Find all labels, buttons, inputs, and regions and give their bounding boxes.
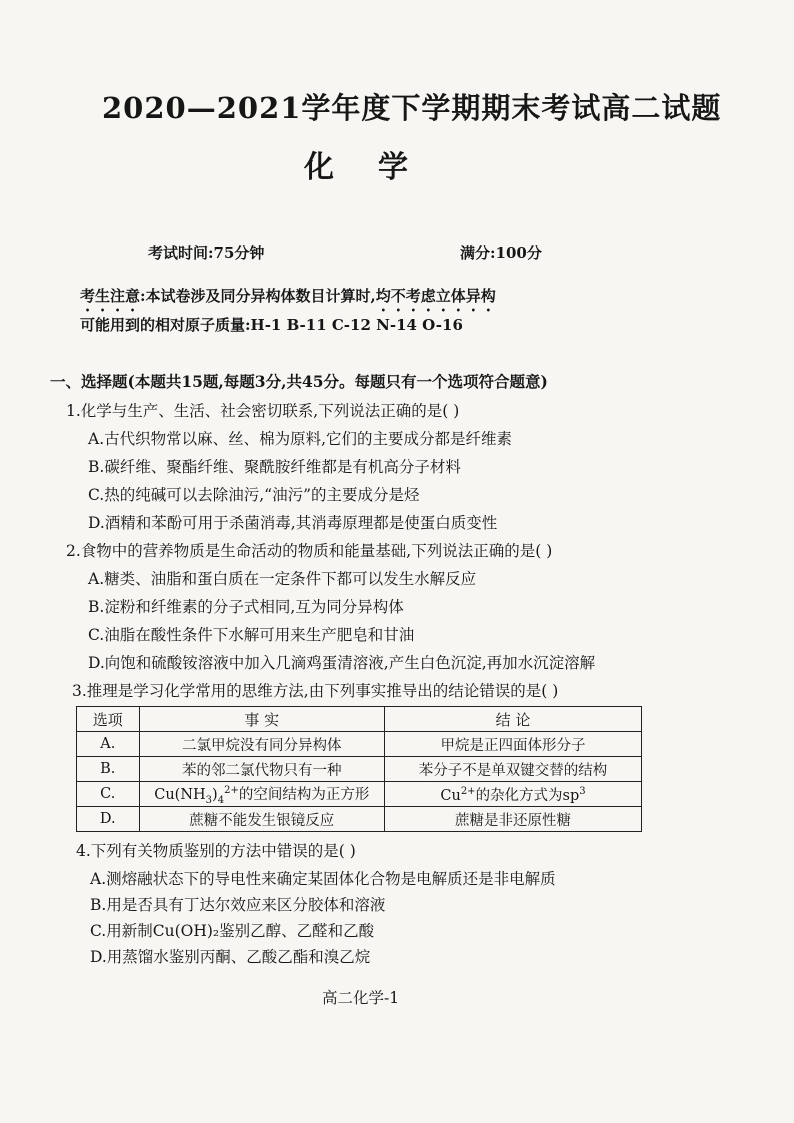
row-fact: [139, 782, 385, 807]
atomic-masses: 可能用到的相对原子质量:H-1 B-11 C-12 N-14 O-16: [80, 316, 463, 334]
formula-subscript: 4: [217, 794, 225, 806]
section-heading: 一、选择题(本题共15题,每题3分,共45分。每题只有一个选项符合题意): [50, 372, 548, 391]
question-2-option-d: D.向饱和硫酸铵溶液中加入几滴鸡蛋清溶液,产生白色沉淀,再加水沉淀溶解: [88, 654, 596, 672]
header-option: 选项: [77, 707, 140, 732]
table-row: [77, 807, 642, 832]
row-option: C.: [77, 782, 140, 807]
formula-part: 的空间结构为正方形: [238, 786, 370, 803]
row-conclusion: 蔗糖是非还原性糖: [385, 807, 642, 832]
formula-superscript: 3: [579, 785, 586, 797]
formula-part: Cu(NH: [154, 786, 206, 803]
subject-title: 化学: [304, 150, 452, 185]
question-4-stem: 4.下列有关物质鉴别的方法中错误的是( ): [76, 842, 356, 860]
row-option: B.: [77, 757, 140, 782]
row-fact: 蔗糖不能发生银镜反应: [139, 807, 385, 832]
question-1-option-d: D.酒精和苯酚可用于杀菌消毒,其消毒原理都是使蛋白质变性: [88, 514, 498, 532]
formula-part: Cu: [440, 787, 461, 804]
question-1-stem: 1.化学与生产、生活、社会密切联系,下列说法正确的是( ): [66, 402, 460, 420]
formula-part: 的杂化方式为sp: [475, 787, 580, 804]
question-2-stem: 2.食物中的营养物质是生命活动的物质和能量基础,下列说法正确的是( ): [66, 542, 553, 560]
formula-subscript: 3: [205, 794, 213, 806]
row-conclusion: 甲烷是正四面体形分子: [385, 732, 642, 757]
caution-text-b: 均不考虑立体异构: [375, 287, 496, 305]
table-header-row: [77, 707, 642, 732]
row-option: A.: [77, 732, 140, 757]
caution-note: [80, 285, 496, 315]
question-2-option-a: A.糖类、油脂和蛋白质在一定条件下都可以发生水解反应: [88, 570, 477, 588]
question-2-option-b: B.淀粉和纤维素的分子式相同,互为同分异构体: [88, 598, 404, 616]
row-conclusion: 苯分子不是单双键交替的结构: [385, 757, 642, 782]
question-4-option-b: B.用是否具有丁达尔效应来区分胶体和溶液: [90, 896, 386, 914]
facts-table: [76, 706, 642, 832]
table-row: [77, 757, 642, 782]
question-3-stem: 3.推理是学习化学常用的思维方法,由下列事实推导出的结论错误的是( ): [72, 682, 559, 700]
row-fact: 二氯甲烷没有同分异构体: [139, 732, 385, 757]
page-footer: 高二化学-1: [322, 989, 400, 1007]
question-4-option-d: D.用蒸馏水鉴别丙酮、乙酸乙酯和溴乙烷: [90, 948, 371, 966]
question-4-option-c: C.用新制Cu(OH)₂鉴别乙醇、乙醛和乙酸: [90, 922, 375, 940]
question-1-option-b: B.碳纤维、聚酯纤维、聚酰胺纤维都是有机高分子材料: [88, 458, 461, 476]
table-row: [77, 782, 642, 807]
header-conclusion: 结 论: [385, 707, 642, 732]
caution-text-a: 本试卷涉及同分异构体数目计算时,: [145, 287, 376, 305]
header-fact: 事 实: [139, 707, 385, 732]
formula-part: ): [212, 786, 218, 803]
row-conclusion: [385, 782, 642, 807]
row-option: D.: [77, 807, 140, 832]
full-score: 满分:100分: [460, 244, 542, 262]
row-fact: 苯的邻二氯代物只有一种: [139, 757, 385, 782]
question-1-option-a: A.古代织物常以麻、丝、棉为原料,它们的主要成分都是纤维素: [88, 430, 513, 448]
table-row: [77, 732, 642, 757]
exam-time: 考试时间:75分钟: [148, 244, 265, 262]
question-1-option-c: C.热的纯碱可以去除油污,“油污”的主要成分是烃: [88, 486, 420, 504]
formula-superscript: 2+: [224, 784, 239, 796]
caution-label: 考生注意:: [80, 287, 146, 305]
question-4-option-a: A.测熔融状态下的导电性来确定某固体化合物是电解质还是非电解质: [90, 870, 556, 888]
question-2-option-c: C.油脂在酸性条件下水解可用来生产肥皂和甘油: [88, 626, 415, 644]
formula-superscript: 2+: [460, 785, 476, 797]
exam-title: 2020—2021学年度下学期期末考试高二试题: [102, 91, 722, 125]
